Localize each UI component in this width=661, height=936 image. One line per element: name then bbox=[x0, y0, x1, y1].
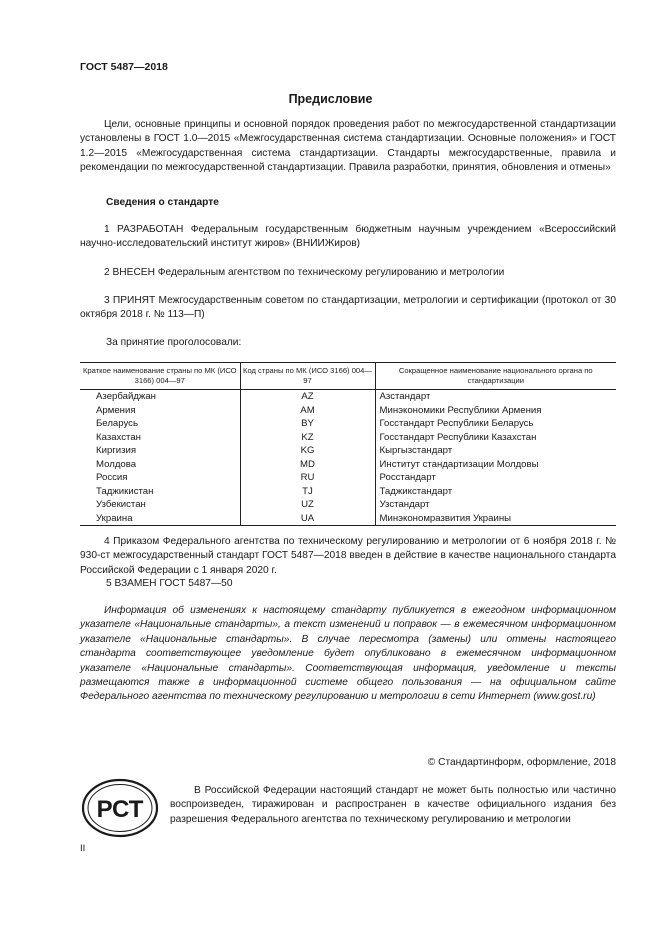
logo-lettering: РСТ bbox=[96, 796, 144, 823]
authority-name: Росстандарт bbox=[375, 471, 616, 485]
country-name: Азербайджан bbox=[96, 391, 156, 402]
item-5: 5 ВЗАМЕН ГОСТ 5487—50 bbox=[106, 578, 233, 589]
table-row bbox=[80, 404, 616, 418]
authority-name: Институт стандартизации Молдовы bbox=[375, 458, 616, 472]
vote-intro: За принятие проголосовали: bbox=[106, 337, 242, 348]
table-row bbox=[80, 390, 616, 404]
country-code: BY bbox=[240, 417, 375, 431]
intro-paragraph: Цели, основные принципы и основной порядок проведения работ по межгосударственной стандартизации установлены в ГОСТ 1.0—2015 «Межгосударственная система стандартизации. Основные положения» и ГОСТ 1.2—2015 «Межгосударственная система стандартизации. Стандарты межгосударственные, правила и рекомендации по межгосударственной стандартизации. Правила разработки, принятия, обновления и отмены» bbox=[80, 119, 616, 174]
voting-countries-table bbox=[80, 362, 616, 526]
page-number: II bbox=[80, 843, 86, 854]
authority-name: Минэкономразвития Украины bbox=[375, 512, 616, 526]
country-name: Украина bbox=[80, 512, 240, 526]
table-row bbox=[80, 431, 616, 445]
country-name: Киргизия bbox=[96, 445, 137, 456]
authority-name: Кыргызстандарт bbox=[375, 444, 616, 458]
header-code: Код страны по МК (ИСО 3166) 004—97 bbox=[240, 363, 375, 390]
section-title: Сведения о стандарте bbox=[106, 197, 219, 208]
country-name: Россия bbox=[96, 472, 128, 483]
document-number: ГОСТ 5487—2018 bbox=[80, 61, 168, 73]
country-name: Беларусь bbox=[96, 418, 138, 429]
gost-r-certification-mark-icon bbox=[80, 777, 160, 844]
header-country: Краткое наименование страны по МК (ИСО 3166) 004—97 bbox=[80, 363, 240, 390]
header-authority: Сокращенное наименование национального органа по стандартизации bbox=[375, 363, 616, 390]
page-title: Предисловие bbox=[288, 92, 373, 106]
country-code: TJ bbox=[240, 485, 375, 499]
rights-notice: В Российской Федерации настоящий стандарт не может быть полностью или частично воспроизведен, тиражирован и распространен в качестве официального издания без разрешения Федерального агентства по техническому регулированию и метрологии bbox=[170, 785, 616, 825]
table-row bbox=[80, 498, 616, 512]
table-row bbox=[80, 485, 616, 499]
country-code: RU bbox=[240, 471, 375, 485]
authority-name: Таджикстандарт bbox=[375, 485, 616, 499]
country-code: UZ bbox=[240, 498, 375, 512]
country-name: Узбекистан bbox=[96, 499, 146, 510]
item-3: 3 ПРИНЯТ Межгосударственным советом по стандартизации, метрологии и сертификации (протокол от 30 октября 2018 г. № 113—П) bbox=[80, 295, 616, 321]
authority-name: Госстандарт Республики Казахстан bbox=[375, 431, 616, 445]
country-code: UA bbox=[240, 512, 375, 526]
country-name: Казахстан bbox=[96, 431, 141, 443]
country-code: KG bbox=[240, 444, 375, 458]
table-row bbox=[80, 512, 616, 526]
item-2: 2 ВНЕСЕН Федеральным агентством по техническому регулированию и метрологии bbox=[104, 267, 505, 278]
authority-name: Азстандарт bbox=[375, 390, 616, 404]
table-header-row bbox=[80, 363, 616, 390]
table-row bbox=[80, 471, 616, 485]
authority-name: Узстандарт bbox=[375, 498, 616, 512]
item-4: 4 Приказом Федерального агентства по техническому регулированию и метрологии от 6 ноября 2018 г. № 930-ст межгосударственный стандарт ГОСТ 5487—2018 введен в действие в качестве национального стандарта Российской Федерации с 1 января 2020 г. bbox=[80, 536, 616, 576]
authority-name: Минэкономики Республики Армения bbox=[375, 404, 616, 418]
table-row bbox=[80, 458, 616, 472]
copyright-line: © Стандартинформ, оформление, 2018 bbox=[427, 757, 616, 768]
table-row bbox=[80, 417, 616, 431]
country-name: Армения bbox=[96, 404, 136, 416]
country-code: KZ bbox=[240, 431, 375, 445]
table-row bbox=[80, 444, 616, 458]
country-code: MD bbox=[240, 458, 375, 472]
country-code: AM bbox=[240, 404, 375, 418]
info-note: Информация об изменениях к настоящему стандарту публикуется в ежегодном информационном указателе «Национальные стандарты», а текст изменений и поправок — в ежемесячном информационном указателе «Национальные стандарты». В случае пересмотра (замены) или отмены настоящего стандарта соответствующее уведомление будет опубликовано в ежемесячном информационном указателе «Национальные стандарты». Соответствующая информация, уведомление и тексты размещаются также в информационной системе общего пользования — на официальном сайте Федерального агентства по техническому регулированию и метрологии в сети Интернет (www.gost.ru) bbox=[80, 605, 616, 703]
country-name: Молдова bbox=[96, 458, 137, 470]
item-1: 1 РАЗРАБОТАН Федеральным государственным бюджетным научным учреждением «Всероссийский научно-исследовательский институт жиров» (ВНИИЖиров) bbox=[80, 224, 616, 250]
country-name: Таджикистан bbox=[96, 485, 154, 497]
authority-name: Госстандарт Республики Беларусь bbox=[375, 417, 616, 431]
country-code: AZ bbox=[240, 390, 375, 404]
